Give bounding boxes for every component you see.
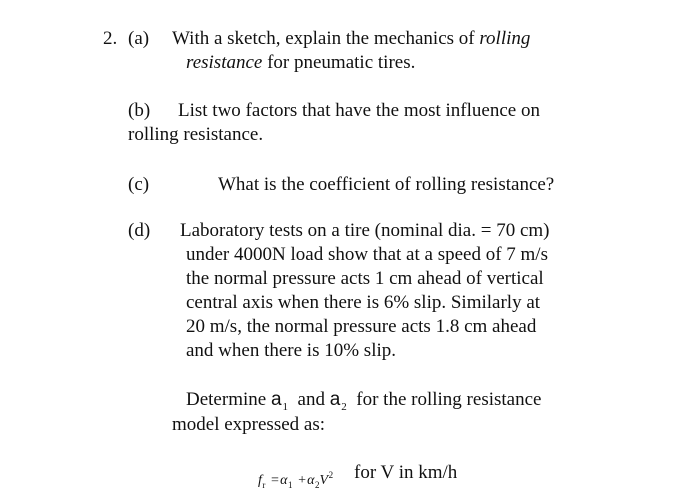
formula-alpha-1: α — [280, 473, 288, 488]
part-c-label: (c) — [128, 174, 150, 195]
formula-units-note: for V in km/h — [354, 462, 458, 483]
part-a-emphasis: rolling — [479, 28, 531, 49]
part-c-text: What is the coefficient of rolling resistance? — [218, 174, 555, 195]
part-a-line-1 — [172, 27, 530, 51]
part-d-line-5: 20 m/s, the normal pressure acts 1.8 cm ahead — [186, 316, 537, 337]
a2-subscript: 2 — [341, 401, 347, 413]
determine-line-2: model expressed as: — [172, 414, 326, 435]
part-d-line-2: under 4000N load show that at a speed of 7 m/s — [186, 244, 548, 265]
part-a-text: With a sketch, explain the mechanics of — [172, 28, 475, 49]
part-b-label: (b) — [128, 100, 151, 121]
determine-word: Determine — [186, 389, 267, 410]
formula-v-exponent: 2 — [328, 470, 334, 480]
formula-v: V — [319, 473, 329, 488]
a1-symbol: a — [270, 389, 282, 410]
formula-alpha-2: α — [307, 473, 316, 488]
part-a-line-2 — [186, 51, 415, 75]
part-a-emphasis-2: resistance — [186, 52, 263, 73]
part-d-line-1: Laboratory tests on a tire (nominal dia. = 70 cm) — [180, 220, 550, 241]
formula-f: f — [258, 473, 263, 488]
part-d-line-4: central axis when there is 6% slip. Similarly at — [186, 292, 541, 313]
part-b-line-1: List two factors that have the most influence on — [178, 100, 540, 121]
part-d-line-6: and when there is 10% slip. — [186, 340, 397, 361]
rolling-resistance-formula — [258, 463, 333, 497]
part-d-label: (d) — [128, 220, 151, 241]
formula-f-sub: r — [262, 480, 266, 490]
formula-alpha-2-sub: 2 — [315, 480, 320, 490]
question-number: 2. — [103, 28, 118, 49]
part-a-text-2: for pneumatic tires. — [267, 52, 416, 73]
and-word: and — [297, 389, 325, 410]
part-d-line-3: the normal pressure acts 1 cm ahead of vertical — [186, 268, 544, 289]
formula-alpha-1-sub: 1 — [287, 480, 293, 490]
part-b-line-2: rolling resistance. — [128, 124, 264, 145]
formula-plus: + — [297, 473, 308, 488]
formula-equals: = — [270, 473, 281, 488]
a2-symbol: a — [329, 389, 341, 410]
a1-subscript: 1 — [282, 401, 289, 413]
determine-rest: for the rolling resistance — [356, 389, 542, 410]
part-a-label: (a) — [128, 28, 150, 49]
